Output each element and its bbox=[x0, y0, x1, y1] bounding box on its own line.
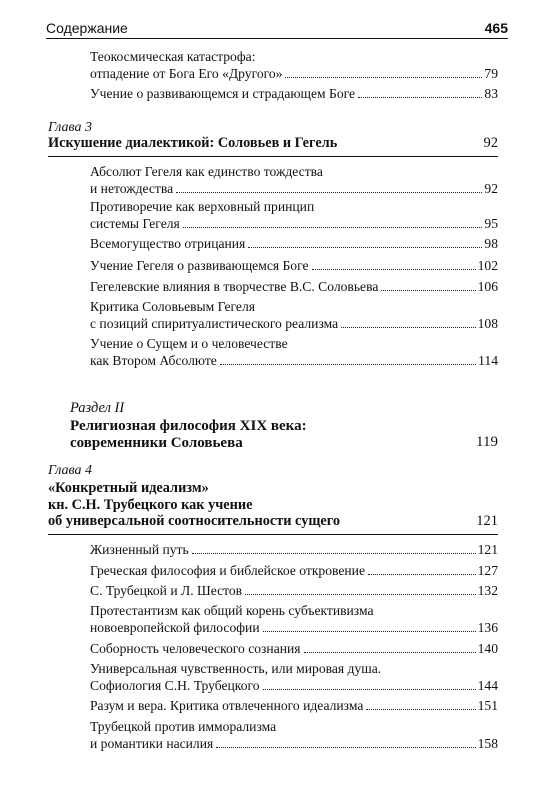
section-label: Раздел II bbox=[70, 400, 125, 416]
toc-entry[interactable] bbox=[90, 257, 498, 274]
chapter-page: 92 bbox=[483, 135, 498, 151]
toc-entry[interactable] bbox=[90, 163, 498, 197]
dot-leader bbox=[263, 631, 476, 632]
toc-entry-page: 92 bbox=[484, 181, 498, 196]
toc-entry-title-line2: системы Гегеля bbox=[90, 216, 180, 231]
toc-entry-title-line1: Учение о Сущем и о человечестве bbox=[90, 336, 288, 351]
toc-entry-page: 140 bbox=[477, 641, 498, 656]
toc-entry-title-line2: новоевропейской философии bbox=[90, 620, 260, 635]
chapter-label: Глава 3 bbox=[48, 120, 92, 135]
dot-leader bbox=[358, 97, 482, 98]
toc-entry[interactable] bbox=[90, 541, 498, 558]
dot-leader bbox=[381, 290, 475, 291]
toc-entry-title: Разум и вера. Критика отвлеченного идеализма bbox=[90, 698, 364, 713]
page-number: 465 bbox=[484, 20, 508, 36]
dot-leader bbox=[192, 553, 476, 554]
toc-entry-title-line1: Универсальная чувственность, или мировая душа. bbox=[90, 661, 382, 676]
toc-entry[interactable] bbox=[90, 298, 498, 332]
toc-entry-page: 136 bbox=[477, 620, 498, 635]
dot-leader bbox=[183, 227, 483, 228]
toc-entry-title-line2: отпадение от Бога Его «Другого» bbox=[90, 66, 283, 81]
toc-entry-page: 144 bbox=[477, 678, 498, 693]
section-page: 119 bbox=[476, 434, 498, 450]
toc-entry-title: С. Трубецкой и Л. Шестов bbox=[90, 583, 243, 598]
section-title-line2[interactable]: современники Соловьева bbox=[70, 435, 243, 451]
toc-entry-title-line1: Противоречие как верховный принцип bbox=[90, 199, 315, 214]
dot-leader bbox=[263, 689, 476, 690]
toc-entry[interactable] bbox=[90, 562, 498, 579]
toc-entry-page: 132 bbox=[477, 583, 498, 598]
toc-entry-title-line1: Критика Соловьевым Гегеля bbox=[90, 299, 255, 314]
toc-entry-title-line2: с позиций спиритуалистического реализма bbox=[90, 316, 339, 331]
toc-entry-title-line2: Софиология С.Н. Трубецкого bbox=[90, 678, 260, 693]
toc-entry[interactable] bbox=[90, 697, 498, 714]
toc-entry-title-line1: Абсолют Гегеля как единство тождества bbox=[90, 164, 323, 179]
toc-entry[interactable] bbox=[90, 85, 498, 102]
toc-entry[interactable] bbox=[90, 278, 498, 295]
toc-entry-title: Всемогущество отрицания bbox=[90, 236, 246, 251]
toc-entry-title: Жизненный путь bbox=[90, 542, 189, 557]
dot-leader bbox=[220, 364, 476, 365]
toc-entry-page: 83 bbox=[484, 86, 498, 101]
toc-entry-title-line1: Теокосмическая катастрофа: bbox=[90, 49, 256, 64]
dot-leader bbox=[285, 77, 482, 78]
toc-entry-page: 106 bbox=[477, 279, 498, 294]
chapter-label: Глава 4 bbox=[48, 463, 92, 478]
toc-entry-page: 121 bbox=[477, 542, 498, 557]
section-title-line1[interactable]: Религиозная философия XIX века: bbox=[70, 418, 307, 434]
chapter-divider bbox=[48, 534, 498, 535]
toc-entry-title: Учение о развивающемся и страдающем Боге bbox=[90, 86, 356, 101]
chapter-title-line3[interactable]: об универсальной соотносительности сущего bbox=[48, 513, 341, 529]
dot-leader bbox=[248, 247, 482, 248]
toc-entry-title: Учение Гегеля о развивающемся Боге bbox=[90, 258, 309, 273]
toc-entry-page: 158 bbox=[477, 736, 498, 751]
toc-entry-page: 114 bbox=[478, 353, 498, 368]
toc-entry[interactable] bbox=[90, 198, 498, 232]
running-header bbox=[46, 20, 508, 39]
dot-leader bbox=[368, 574, 476, 575]
chapter-title[interactable]: Искушение диалектикой: Соловьев и Гегель bbox=[48, 135, 338, 151]
dot-leader bbox=[366, 709, 475, 710]
toc-entry[interactable] bbox=[90, 582, 498, 599]
running-header-title: Содержание bbox=[46, 20, 128, 36]
toc-entry-page: 108 bbox=[477, 316, 498, 331]
toc-entry[interactable] bbox=[90, 640, 498, 657]
toc-entry[interactable] bbox=[90, 602, 498, 636]
toc-entry-title-line2: как Втором Абсолюте bbox=[90, 353, 217, 368]
toc-entry-title-line1: Протестантизм как общий корень субъективизма bbox=[90, 603, 374, 618]
toc-entry-title-line2: и романтики насилия bbox=[90, 736, 214, 751]
chapter-title-line2[interactable]: кн. С.Н. Трубецкого как учение bbox=[48, 497, 253, 513]
toc-entry[interactable] bbox=[90, 48, 498, 82]
toc-entry-page: 79 bbox=[484, 66, 498, 81]
toc-entry-title: Соборность человеческого сознания bbox=[90, 641, 301, 656]
dot-leader bbox=[176, 192, 482, 193]
toc-entry-title-line2: и нетождества bbox=[90, 181, 174, 196]
toc-entry-title: Гегелевские влияния в творчестве В.С. Соловьева bbox=[90, 279, 379, 294]
dot-leader bbox=[304, 652, 476, 653]
toc-entry-page: 95 bbox=[484, 216, 498, 231]
toc-entry[interactable] bbox=[90, 335, 498, 369]
toc-entry-page: 102 bbox=[477, 258, 498, 273]
dot-leader bbox=[341, 327, 475, 328]
dot-leader bbox=[245, 594, 476, 595]
toc-entry[interactable] bbox=[90, 235, 498, 252]
toc-entry-page: 127 bbox=[477, 563, 498, 578]
toc-entry-title-line1: Трубецкой против имморализма bbox=[90, 719, 277, 734]
toc-entry-title: Греческая философия и библейское откровение bbox=[90, 563, 365, 578]
chapter-page: 121 bbox=[476, 513, 498, 529]
chapter-divider bbox=[48, 156, 498, 157]
toc-entry[interactable] bbox=[90, 718, 498, 752]
toc-entry-page: 98 bbox=[484, 236, 498, 251]
chapter-title-line1[interactable]: «Конкретный идеализм» bbox=[48, 480, 209, 496]
dot-leader bbox=[216, 747, 475, 748]
toc-entry-page: 151 bbox=[477, 698, 498, 713]
toc-entry[interactable] bbox=[90, 660, 498, 694]
dot-leader bbox=[312, 269, 476, 270]
